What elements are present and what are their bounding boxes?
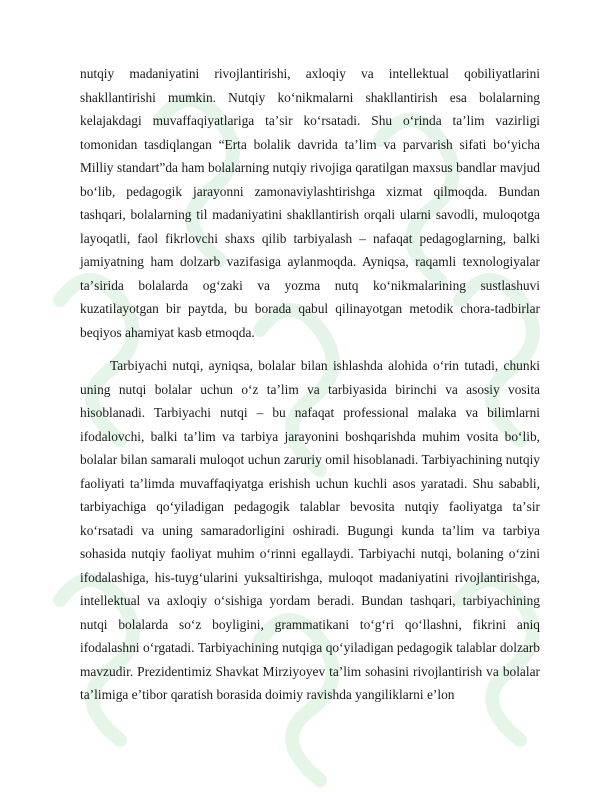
paragraph-continuation: nutqiy madaniyatini rivojlantirishi, axloqiy va intellektual qobiliyatlarini shakllantirishi mumkin. Nutqiy koʻnikmalarni shakllantirish esa bolalarning kelajakdagi muvaffaqiyatlariga taʼsir koʻrsatadi. Shu oʻrinda taʼlim vazirligi tomonidan tasdiqlangan “Erta bolalik davrida taʼlim va parvarish sifati boʻyicha Milliy standart”da ham bolalarning nutqiy rivojiga qaratilgan maxsus bandlar mavjud boʻlib, pedagogik jarayonni zamonaviylashtirishga xizmat qilmoqda. Bundan tashqari, bolalarning til madaniyatini shakllantirish orqali ularni savodli, muloqotga layoqatli, faol fikrlovchi shaxs qilib tarbiyalash – nafaqat pedagoglarning, balki jamiyatning ham dolzarb vazifasiga aylanmoqda. Ayniqsa, raqamli texnologiyalar taʼsirida bolalarda ogʻzaki va yozma nutq koʻnikmalarining sustlashuvi kuzatilayotgan bir paytda, bu borada qabul qilinayotgan metodik chora-tadbirlar beqiyos ahamiyat kasb etmoqda. xyxy=(80,66,540,340)
document-body xyxy=(80,62,540,707)
paragraph-tarbiyachi-nutqi: Tarbiyachi nutqi, ayniqsa, bolalar bilan ishlashda alohida oʻrin tutadi, chunki uning nutqi bolalar uchun oʻz taʼlim va tarbiyasida birinchi va asosiy vosita hisoblanadi. Tarbiyachi nutqi – bu nafaqat professional malaka va bilimlarni ifodalovchi, balki taʼlim va tarbiya jarayonini boshqarishda muhim vosita boʻlib, bolalar bilan samarali muloqot uchun zaruriy omil hisoblanadi. Tarbiyachining nutqiy faoliyati taʼlimda muvaffaqiyatga erishish uchun kuchli asos yaratadi. Shu sababli, tarbiyachiga qoʻyiladigan pedagogik talablar bevosita nutqiy faoliyatga taʼsir koʻrsatadi va uning samaradorligini oshiradi. Bugungi kunda taʼlim va tarbiya sohasida nutqiy faoliyat muhim oʻrinni egallaydi. Tarbiyachi nutqi, bolaning oʻzini ifodalashiga, his-tuygʻularini yuksaltirishga, muloqot madaniyatini rivojlantirishga, intellektual va axloqiy oʻsishiga yordam beradi. Bundan tashqari, tarbiyachining nutqi bolalarda soʻz boyligini, grammatikani toʻgʻri qoʻllashni, fikrini aniq ifodalashni oʻrgatadi. Tarbiyachining nutqiga qoʻyiladigan pedagogik talablar dolzarb mavzudir. Prezidentimiz Shavkat Mirziyoyev taʼlim sohasini rivojlantirish va bolalar taʼlimiga eʼtibor qaratish borasida doimiy ravishda yangiliklarni eʼlon xyxy=(80,358,540,702)
